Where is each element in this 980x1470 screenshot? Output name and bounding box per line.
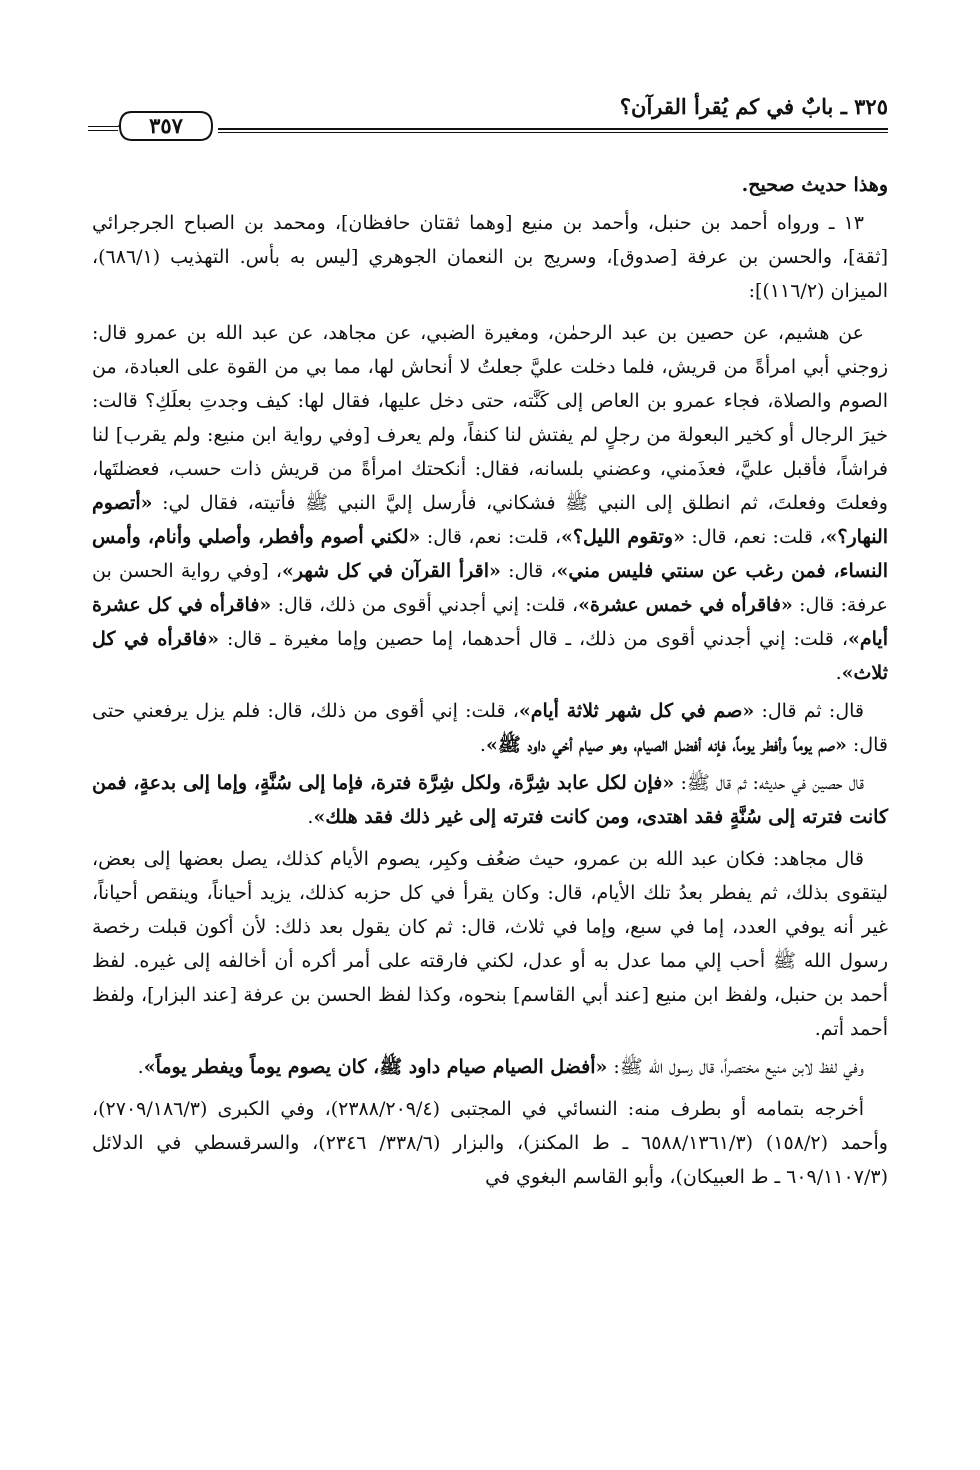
paragraph-3-text: ، قلت: إني أجدني أقوى من ذلك، ـ قال أحدهما، إما حصين وإما مغيرة ـ قال: (218, 628, 848, 650)
hadith-quote: «اقرأ القرآن في كل شهر» (282, 560, 501, 582)
paragraph-3-text: ، [وفي رواية الحسن بن عرفة: قال: (92, 560, 888, 616)
paragraph-5-text: . (307, 806, 314, 828)
paragraph-7-text: وفي لفظ لابن منيع مختصراً، قال رسول الله ﷺ: (607, 1056, 864, 1078)
paragraph-1-text: وهذا حديث صحيح. (741, 174, 888, 196)
hadith-quote: «أتصوم النهار؟» (92, 492, 889, 548)
hadith-quote: «لكني أصوم وأفطر، وأصلي وأنام، وأمس النساء، فمن رغب عن سنتي فليس مني» (92, 526, 888, 582)
hadith-quote: «فاقرأه في خمس عشرة» (578, 594, 793, 616)
page-number: ٣٥٧ (149, 113, 183, 138)
paragraph-4-text: ، قلت: إني أقوى من ذلك، قال: فلم يزل يرفعني حتى قال: (92, 700, 888, 756)
paragraph-5-text: قال حصين في حديثه: ثم قال ﷺ: (674, 772, 864, 794)
paragraph-4-text: قال: ثم قال: (754, 700, 864, 722)
paragraph-6-text: قال مجاهد: فكان عبد الله بن عمرو، حيث ضعُف وكبِر، يصوم الأيام كذلك، يصل بعضها إلى بعض، ليتقوى بذلك، ثم يفطر بعدُ تلك الأيام، قال: وكان يقرأ في كل حزبه كذلك، يزيد أحياناً، وينقص أحياناً، غير أنه يوفي العدد، إما في سبع، وإما في ثلاث، قال: ثم كان يقول بعد ذلك: لأن أكون قبلت رخصة رسول الله ﷺ أحب إلي مما عدل به أو عدل، لكني فارقته على أمر أكره أن أخالفه إلى غيره. لفظ أحمد بن حنبل، ولفظ ابن منيع [عند أبي القاسم] بنحوه، وكذا لفظ الحسن بن عرفة [عند البزار]، ولفظ أحمد أتم. (92, 848, 888, 1040)
hadith-quote: «فاقرأه في كل عشرة أيام» (92, 594, 888, 650)
paragraph-8 (92, 1092, 888, 1194)
paragraph-3-text: ، قلت: إني أجدني أقوى من ذلك، قال: (271, 594, 579, 616)
hadith-quote: «وتقوم الليل؟» (561, 526, 685, 548)
paragraph-7 (92, 1050, 888, 1084)
hadith-quote: «أفضل الصيام صيام داود ﷺ، كان يصوم يوماً ويفطر يوماً» (143, 1056, 608, 1078)
paragraph-3 (92, 316, 888, 690)
header-rule-left (88, 126, 118, 127)
header-rule-thin (218, 132, 888, 133)
paragraph-4-text: . (479, 734, 486, 756)
page-header (88, 92, 888, 142)
hadith-quote: «فاقرأه في كل ثلاث» (92, 628, 888, 684)
hadith-quote: «صم في كل شهر ثلاثة أيام» (518, 700, 755, 722)
paragraph-3-text: ، قلت: نعم، قال: (684, 526, 826, 548)
paragraph-3-text: . (835, 662, 842, 684)
paragraph-3-text: عن هشيم، عن حصين بن عبد الرحمٰن، ومغيرة الضبي، عن مجاهد، عن عبد الله بن عمرو قال: زوجني أبي امرأةً من قريش، فلما دخلت عليَّ جعلتُ لا أنحاش لها، مما بي من القوة على العبادة، من الصوم والصلاة، فجاء عمرو بن العاص إلى كَنَّته، حتى دخل عليها، فقال لها: كيف وجدتِ بعلَكِ؟ قالت: خيرَ الرجال أو كخير البعولة من رجلٍ لم يفتش لنا كنفاً، ولم يعرف [وفي رواية ابن منيع: ولم يقرب] لنا فراشاً، فأقبل عليَّ، فعذَمني، وعضني بلسانه، فقال: أنكحتك امرأةً من قريش ذات حسب، فعضلتَها، وفعلتَ وفعلتَ، ثم انطلق إلى النبي ﷺ فشكاني، فأرسل إليَّ النبي ﷺ فأتيته، فقال لي: (92, 322, 888, 514)
header-rule (218, 128, 888, 130)
page-number-badge (118, 110, 214, 142)
paragraph-2 (92, 206, 888, 308)
paragraph-2-text: ١٣ ـ ورواه أحمد بن حنبل، وأحمد بن منيع [وهما ثقتان حافظان]، ومحمد بن الصباح الجرجرائي [ثقة]، والحسن بن عرفة [صدوق]، وسريج بن النعمان الجوهري [ليس به بأس. التهذيب (٦٨٦/١)، الميزان (١١٦/٢)]: (92, 212, 888, 302)
hadith-quote: «صم يوماً وأفطر يوماً، فإنه أفضل الصيام، وهو صيام أخي داود ﷺ» (485, 734, 847, 756)
paragraph-4 (92, 694, 888, 762)
paragraph-3-text: ، قال: (500, 560, 557, 582)
chapter-title: ٣٢٥ ـ بابٌ في كم يُقرأ القرآن؟ (619, 94, 888, 119)
paragraph-3-text: ، قلت: نعم، قال: (420, 526, 561, 548)
page-body (92, 168, 888, 1198)
paragraph-8-text: أخرجه بتمامه أو بطرف منه: النسائي في المجتبى (٢٣٨٨/٢٠٩/٤)، وفي الكبرى (٢٧٠٩/١٨٦/٣)، وأحمد (١٥٨/٢) (٦٥٨٨/١٣٦١/٣ ـ ط المكنز)، والبزار (٣٣٨/٦/ ٢٣٤٦)، والسرقسطي في الدلائل (٦٠٩/١١٠٧/٣ ـ ط العبيكان)، وأبو القاسم البغوي في (92, 1098, 888, 1188)
paragraph-6 (92, 842, 888, 1046)
paragraph-5 (92, 766, 888, 834)
paragraph-7-text: . (137, 1056, 144, 1078)
hadith-quote: «فإن لكل عابد شِرَّة، ولكل شِرَّة فترة، فإما إلى سُنَّةٍ، وإما إلى بدعةٍ، فمن كانت فترته إلى سُنَّةٍ فقد اهتدى، ومن كانت فترته إلى غير ذلك فقد هلك» (92, 772, 888, 828)
header-rule-left-thin (88, 130, 118, 131)
paragraph-1 (92, 168, 888, 202)
